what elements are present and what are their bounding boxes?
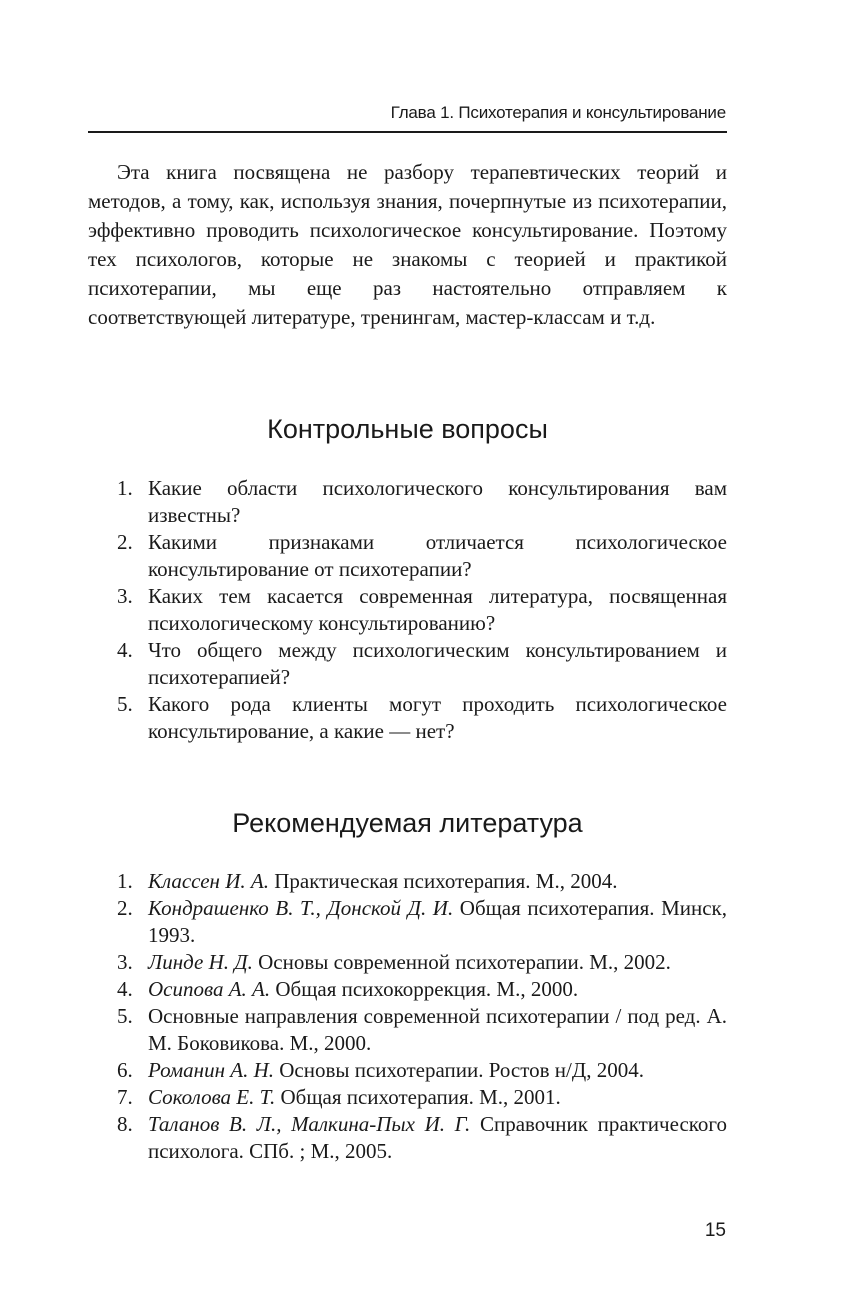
question-text: Какого рода клиенты могут проходить психологическое консультирование, а какие — нет?	[148, 692, 727, 743]
question-text: Что общего между психологическим консультированием и психотерапией?	[148, 638, 727, 689]
list-item	[88, 691, 727, 745]
reference-text: Основные направления современной психотерапии / под ред. А. М. Боковикова. М., 2000.	[148, 1004, 727, 1055]
reference-text: Общая психокоррекция. М., 2000.	[270, 977, 579, 1001]
section-title-literature: Рекомендуемая литература	[232, 808, 583, 838]
reference-text: Практическая психотерапия. М., 2004.	[268, 869, 618, 893]
reference-author: Линде Н. Д.	[148, 950, 253, 974]
intro-paragraph: Эта книга посвящена не разбору терапевтических теорий и методов, а тому, как, используя знания, почерпнутые из психотерапии, эффективно проводить психологическое консультирование. Поэтому тех психологов, которые не знакомы с теорией и практикой психотерапии, мы еще раз настоятельно отправляем к соответствующей литературе, тренингам, мастер-классам и т.д.	[88, 160, 727, 329]
reference-text: Общая психотерапия. Минск, 1993.	[148, 896, 727, 947]
item-number: 4.	[117, 638, 133, 662]
item-number: 6.	[117, 1058, 133, 1082]
item-number: 5.	[117, 692, 133, 716]
reference-text: Основы современной психотерапии. М., 2002.	[252, 950, 671, 974]
reference-text: Основы психотерапии. Ростов н/Д, 2004.	[274, 1058, 644, 1082]
item-number: 1.	[117, 869, 133, 893]
reference-author: Соколова Е. Т.	[148, 1085, 276, 1109]
list-item	[88, 895, 727, 949]
list-item	[88, 868, 727, 895]
literature-list	[88, 868, 727, 1165]
question-text: Каких тем касается современная литература, посвященная психологическому консультированию?	[148, 584, 727, 635]
list-item	[88, 1057, 727, 1084]
page-number: 15	[704, 1220, 726, 1241]
list-item	[88, 529, 727, 583]
reference-author: Классен И. А.	[148, 869, 269, 893]
item-number: 7.	[117, 1085, 133, 1109]
question-text: Какие области психологического консультирования вам известны?	[148, 476, 727, 527]
item-number: 5.	[117, 1004, 133, 1028]
list-item	[88, 637, 727, 691]
list-item	[88, 1003, 727, 1057]
questions-list	[88, 475, 727, 745]
question-text: Какими признаками отличается психологическое консультирование от психотерапии?	[148, 530, 727, 581]
reference-text: Общая психотерапия. М., 2001.	[275, 1085, 561, 1109]
reference-author: Кондрашенко В. Т., Донской Д. И.	[148, 896, 454, 920]
list-item	[88, 949, 727, 976]
header-rule	[88, 131, 727, 133]
item-number: 3.	[117, 950, 133, 974]
item-number: 1.	[117, 476, 133, 500]
reference-author: Осипова А. А.	[148, 977, 271, 1001]
running-head: Глава 1. Психотерапия и консультирование	[390, 103, 726, 122]
item-number: 3.	[117, 584, 133, 608]
section-title-questions: Контрольные вопросы	[267, 414, 548, 444]
item-number: 4.	[117, 977, 133, 1001]
list-item	[88, 1111, 727, 1165]
item-number: 2.	[117, 896, 133, 920]
list-item	[88, 1084, 727, 1111]
item-number: 8.	[117, 1112, 133, 1136]
reference-author: Романин А. Н.	[148, 1058, 274, 1082]
list-item	[88, 583, 727, 637]
reference-author: Таланов В. Л., Малкина-Пых И. Г.	[148, 1112, 471, 1136]
item-number: 2.	[117, 530, 133, 554]
reference-text: Справочник практического психолога. СПб. ; М., 2005.	[148, 1112, 728, 1163]
list-item	[88, 976, 727, 1003]
list-item	[88, 475, 727, 529]
